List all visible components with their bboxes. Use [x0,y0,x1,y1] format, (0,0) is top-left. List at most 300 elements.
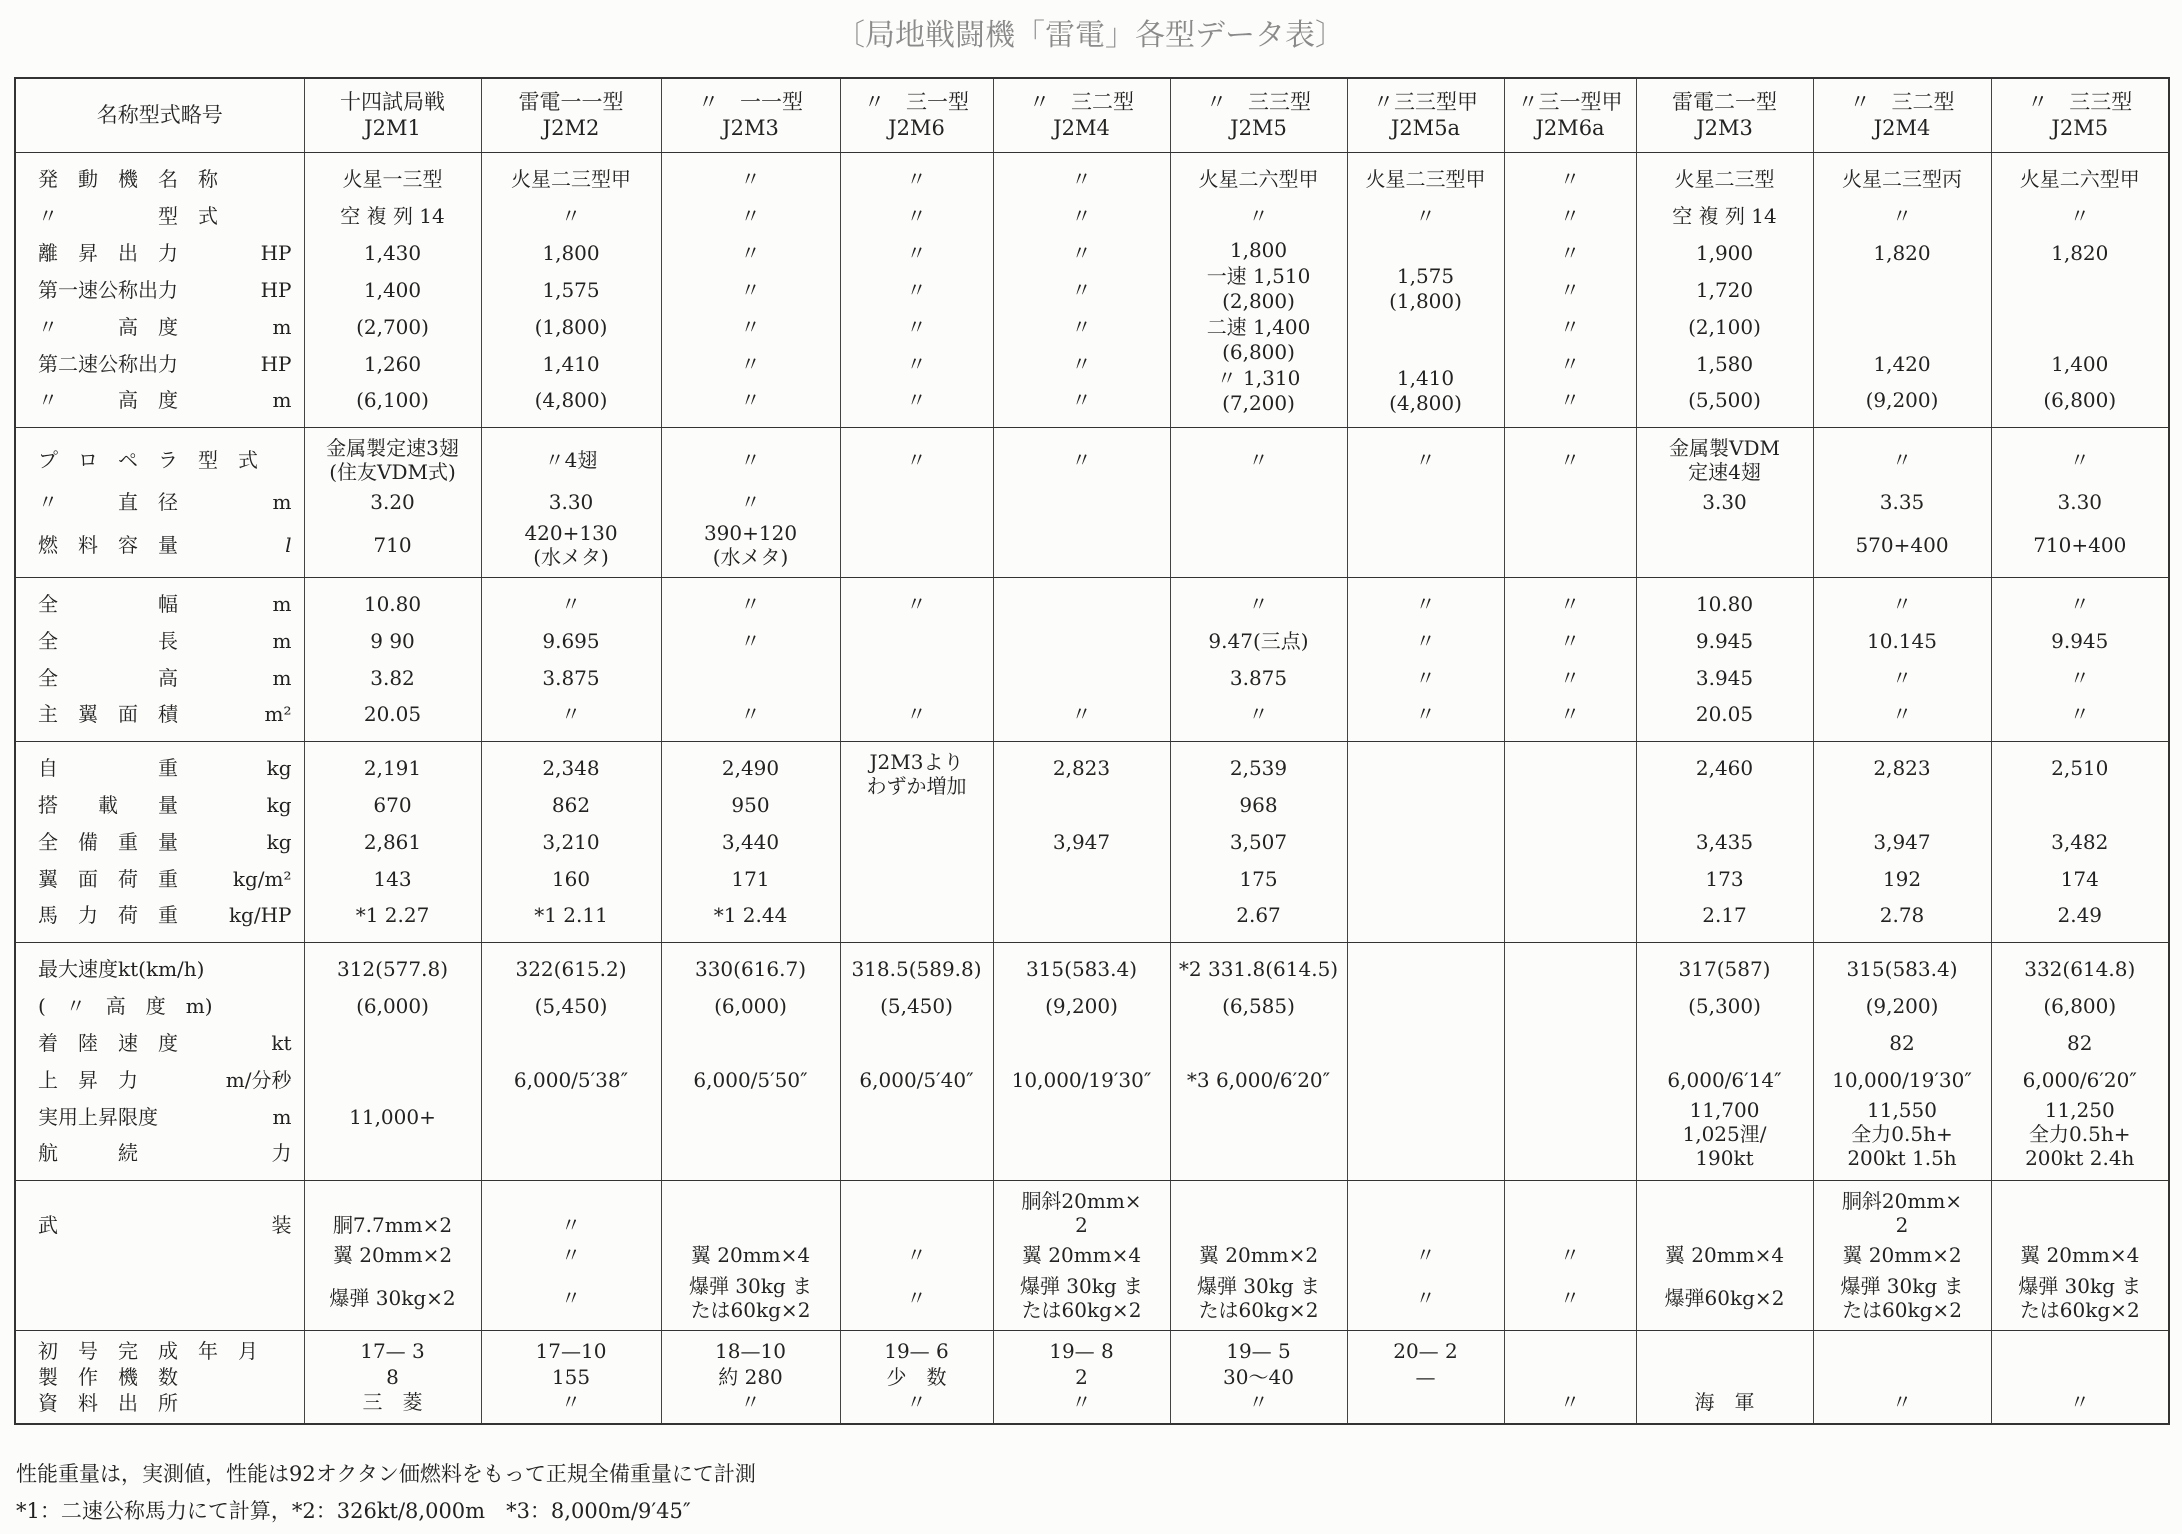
cell-line: (6,800) [1222,340,1295,364]
data-cell [1504,345,1636,382]
cell-value: (6,800) [2043,388,2117,413]
cell-value: 〃 [1560,1243,1580,1267]
column-name: 十四試局戦 [340,90,445,115]
spec-label [38,867,292,891]
data-cell [1504,521,1636,578]
data-cell [304,1024,481,1061]
data-cell [1170,622,1347,659]
data-cell [1347,897,1504,942]
data-cell [661,1330,840,1364]
data-cell [481,1098,661,1135]
cell-value: 2,191 [363,755,422,780]
data-cell [840,1330,993,1364]
data-cell [661,823,840,860]
data-cell [840,234,993,271]
data-cell [840,1237,993,1274]
data-cell [661,382,840,427]
data-cell [1170,427,1347,484]
data-cell [481,1024,661,1061]
data-cell [1991,696,2169,741]
data-cell [993,271,1170,308]
data-cell [481,659,661,696]
spec-label-cell [15,345,304,382]
spec-row [15,1237,2169,1274]
spec-label-cell [15,197,304,234]
spec-label-cell [15,521,304,578]
data-cell [481,308,661,345]
spec-row [15,197,2169,234]
cell-value: 18—10 [715,1338,786,1363]
column-name: 〃 三一型 [864,90,969,115]
data-cell [1636,696,1813,741]
data-cell [661,308,840,345]
cell-line: たは60kg×2 [2019,1297,2140,1322]
column-header [1170,78,1347,152]
spec-row [15,942,2169,987]
spec-label-text: 燃 料 容 量 [38,532,178,557]
cell-value: 3.875 [542,665,600,690]
cell-value: 〃 [2069,702,2090,727]
cell-value: 1,430 [363,240,422,265]
cell-value: 6,000/6′20″ [2022,1067,2137,1092]
cell-value: 10.145 [1867,628,1937,653]
cell-value: 少 数 [886,1364,947,1389]
data-cell [304,860,481,897]
cell-line [1352,315,1500,341]
spec-unit: kg/m² [232,866,292,891]
cell-value: 〃 [1560,1285,1580,1310]
data-cell [840,897,993,942]
data-cell [1991,234,2169,271]
cell-value: 317(587) [1678,956,1771,981]
spec-label-text: 第二速公称出力 [38,351,178,376]
data-cell [481,1330,661,1364]
data-cell [1991,152,2169,197]
cell-value: (5,450) [534,993,608,1018]
cell-line: 11,700 [1689,1098,1760,1122]
data-cell [1636,987,1813,1024]
data-cell [1813,987,1991,1024]
cell-line: 金属製定速3翅 [326,435,459,460]
spec-label [38,204,292,228]
spec-label-cell [15,1330,304,1364]
data-cell [1991,1330,2169,1364]
data-cell [840,1061,993,1098]
data-cell [304,622,481,659]
cell-value: 3,482 [2051,829,2109,854]
spec-label [38,315,292,339]
spec-label-text: 〃 高 度 [38,388,178,413]
data-cell [1636,622,1813,659]
spec-label [38,994,292,1018]
data-cell [1347,786,1504,823]
spec-label-cell [15,1098,304,1135]
cell-value: 2,539 [1229,755,1288,780]
data-cell [993,860,1170,897]
data-cell [661,521,840,578]
spec-label-cell [15,1024,304,1061]
cell-value: 〃 [1415,1243,1436,1267]
cell-line: 1,025浬/ [1682,1122,1767,1146]
spec-label [38,793,292,817]
cell-value: 爆弾 30kg×2 [329,1285,456,1310]
data-cell [304,1274,481,1331]
spec-label-cell [15,484,304,521]
spec-unit: m [272,591,292,616]
cell-value: 〃 [1415,628,1436,653]
cell-line: 一速 1,510 [1206,263,1311,288]
spec-label-cell [15,1135,304,1180]
spec-label-text: 離 昇 出 力 [38,240,178,265]
data-cell [1347,1135,1504,1180]
data-cell [1991,823,2169,860]
cell-value: (6,100) [356,388,429,413]
spec-row [15,1061,2169,1098]
data-cell [993,308,1170,345]
page-title: 〔局地戦闘機「雷電」各型データ表〕 [835,18,1345,53]
data-cell [1991,427,2169,484]
data-cell [993,823,1170,860]
cell-value: 1,800 [542,240,600,265]
data-cell [304,1364,481,1390]
cell-value: 〃 [1071,351,1092,376]
data-cell [840,345,993,382]
cell-value: 1,420 [1873,351,1931,376]
cell-value: 〃 [740,166,761,191]
cell-value: 〃 [1560,1390,1580,1414]
data-cell [1636,484,1813,521]
data-cell [304,942,481,987]
spec-label [38,1031,292,1055]
cell-line: 11,550 [1867,1098,1937,1122]
spec-label-text: 〃 高 度 [38,314,178,339]
data-cell [1170,521,1347,578]
cell-value: *1 2.44 [713,903,788,928]
data-cell [1347,1390,1504,1424]
spec-unit: kg [266,792,292,817]
cell-value: 〃 [2069,203,2090,228]
data-cell [304,234,481,271]
spec-row [15,1180,2169,1237]
data-cell [1170,1330,1347,1364]
data-cell [481,786,661,823]
cell-value: 3.82 [370,665,415,690]
data-cell [1504,484,1636,521]
column-header [1636,78,1813,152]
cell-value: 〃 [906,702,927,727]
cell-value: 2,823 [1873,755,1931,780]
footnote: 性能重量は，実測値，性能は92オクタン価燃料をもって正規全備重量にて計測 [16,1462,756,1486]
spec-label-cell [15,427,304,484]
data-cell [304,382,481,427]
cell-value: 1,400 [2051,351,2109,376]
cell-value: 9 90 [370,628,415,653]
column-name: 雷電二一型 [1672,90,1777,115]
cell-line: 2 [1075,1212,1088,1237]
data-cell [1813,1180,1991,1237]
data-cell [1991,345,2169,382]
column-name: 〃 三二型 [1029,90,1134,115]
spec-label [38,490,292,514]
cell-value: 〃4翅 [544,447,598,472]
cell-value: (9,200) [1045,993,1118,1018]
data-cell [304,659,481,696]
data-cell [1347,152,1504,197]
data-cell [304,987,481,1024]
data-cell [481,987,661,1024]
cell-line: たは60kg×2 [1842,1297,1962,1322]
data-cell [481,427,661,484]
cell-value: 〃 [1560,351,1580,376]
spec-label-text: 第一速公称出力 [38,277,178,302]
cell-value: 6,000/5′40″ [859,1067,974,1092]
data-cell [1991,622,2169,659]
cell-line: 定速4翅 [1688,459,1761,484]
data-cell [661,860,840,897]
spec-label-text: 製 作 機 数 [38,1365,178,1389]
spec-row [15,484,2169,521]
cell-value: 〃 [1892,665,1912,690]
cell-line [1352,238,1500,264]
spec-row [15,741,2169,786]
data-cell [993,696,1170,741]
data-cell [1813,696,1991,741]
spec-label-text: 最大速度kt(km/h) [38,956,205,981]
spec-label [38,756,292,780]
spec-row [15,152,2169,197]
cell-value: 翼 20mm×4 [2020,1243,2140,1267]
spec-row [15,696,2169,741]
cell-line: 1,575 [1396,263,1455,288]
data-cell [993,659,1170,696]
spec-label-text: 発 動 機 名 称 [38,166,218,191]
cell-value: 9.945 [2051,628,2109,653]
cell-value: 〃 [1071,388,1092,413]
cell-value: 2.17 [1702,903,1747,928]
cell-value: 〃 [2069,447,2090,472]
data-cell [1170,1098,1347,1135]
data-cell [1813,942,1991,987]
data-cell [993,1061,1170,1098]
data-cell [481,860,661,897]
data-cell [993,427,1170,484]
data-cell [304,577,481,622]
cell-value: 2 [1075,1364,1088,1389]
data-cell [993,1274,1170,1331]
cell-value: 〃 [1892,1390,1912,1414]
cell-line: 1,800 [1229,238,1288,262]
data-cell [1636,345,1813,382]
data-cell [993,1098,1170,1135]
spec-label-cell [15,897,304,942]
data-cell [1170,234,1347,427]
spec-label-text: 搭 載 量 [38,792,178,817]
cell-value: 1,820 [2051,240,2109,265]
data-cell [840,427,993,484]
data-cell [1991,484,2169,521]
spec-row [15,271,2169,308]
data-cell [1813,271,1991,308]
data-cell [840,741,993,823]
cell-line: 200kt 1.5h [1847,1146,1957,1170]
data-cell [840,987,993,1024]
data-cell [304,271,481,308]
cell-line: J2M3より [869,749,964,774]
spec-unit: m [272,314,292,339]
spec-label-cell [15,823,304,860]
cell-line: 11,250 [2044,1098,2115,1122]
cell-value: 9.47(三点) [1208,628,1309,653]
spec-row [15,427,2169,484]
data-cell [1347,1364,1504,1390]
column-code: J2M4 [1053,116,1110,141]
cell-value: 2,348 [542,755,600,780]
cell-value: (2,100) [1688,314,1761,339]
data-cell [304,484,481,521]
spec-label-text: 自 重 [38,755,178,780]
data-cell [481,1274,661,1331]
data-cell [1170,152,1347,197]
spec-label-cell [15,577,304,622]
cell-value: 171 [731,866,770,891]
spec-label [38,1105,292,1129]
cell-line: 爆弾 30kg ま [2018,1273,2142,1298]
data-cell [840,1024,993,1061]
data-cell [1813,382,1991,427]
cell-line: (水メタ) [533,544,609,569]
column-header [1991,78,2169,152]
cell-value: 〃 [906,240,927,265]
column-name: 〃 三二型 [1849,90,1955,115]
cell-value: 〃 [906,277,927,302]
cell-value: 〃 [1415,1285,1436,1310]
data-cell [481,942,661,987]
spec-label-text: ( 〃 高 度 m) [38,993,213,1018]
cell-value: 1,720 [1695,277,1754,302]
data-cell [1991,942,2169,987]
cell-value: 3.30 [1702,490,1747,514]
cell-line: 420+130 [524,520,618,545]
data-cell [1170,659,1347,696]
column-code: J2M6a [1535,116,1605,141]
spec-label-cell [15,152,304,197]
data-cell [993,1330,1170,1364]
cell-value: 〃 [1415,447,1436,472]
cell-value: 8 [386,1364,399,1389]
cell-value: 〃 [1071,240,1092,265]
data-cell [481,345,661,382]
spec-label-text: 航 続 [38,1141,138,1166]
cell-line: わずか増加 [866,773,967,798]
data-cell [993,382,1170,427]
spec-label [38,1141,292,1165]
data-cell [1504,1274,1636,1331]
data-cell [1636,427,1813,484]
cell-value: 〃 [561,702,581,727]
data-cell [481,1135,661,1180]
data-cell [1991,786,2169,823]
cell-value: 17— 3 [360,1338,425,1363]
header-row [15,78,2169,152]
spec-row [15,577,2169,622]
data-cell [1991,1098,2169,1180]
cell-value: 20.05 [1695,702,1754,727]
cell-value: 3,947 [1052,829,1111,854]
data-cell [1991,1364,2169,1390]
data-cell [1504,860,1636,897]
data-cell [661,427,840,484]
spec-label-text: 実用上昇限度 [38,1104,158,1129]
spec-row [15,1024,2169,1061]
data-cell [1170,696,1347,741]
spec-label-cell [15,696,304,741]
data-cell [481,484,661,521]
data-cell [993,234,1170,271]
data-cell [1813,152,1991,197]
cell-value: 19— 8 [1049,1338,1114,1363]
data-cell [1504,152,1636,197]
data-cell [1347,1098,1504,1135]
data-cell [304,1098,481,1135]
cell-value: 6,000/5′50″ [693,1067,808,1092]
cell-value: 火星二六型甲 [2019,166,2140,191]
cell-value: (9,200) [1865,993,1939,1018]
cell-value: 155 [551,1364,591,1389]
data-cell [304,696,481,741]
spec-row [15,1390,2169,1424]
cell-line: 胴斜20mm× [1021,1188,1142,1213]
cell-line: 胴斜20mm× [1841,1188,1963,1213]
cell-value: 143 [373,866,412,891]
cell-value: 19— 6 [884,1338,949,1363]
spec-row [15,521,2169,578]
data-cell [1347,659,1504,696]
footnote: *1：二速公称馬力にて計算，*2：326kt/8,000m *3：8,000m/9′45″ [16,1499,691,1523]
cell-value: 〃 [740,277,761,302]
data-cell [1636,271,1813,308]
column-code: J2M5 [2051,116,2109,141]
cell-value: (9,200) [1865,388,1939,413]
spec-label-cell [15,860,304,897]
cell-value: 火星二三型甲 [511,166,631,191]
data-cell [993,1364,1170,1390]
cell-value: 〃 [561,1212,581,1237]
data-cell [304,521,481,578]
data-cell [481,1180,661,1237]
cell-value: 〃 [906,447,927,472]
cell-value: 3.945 [1695,665,1754,690]
data-cell [1813,234,1991,271]
data-cell [481,197,661,234]
data-cell [1813,345,1991,382]
cell-value: 〃 [1560,447,1580,472]
cell-value: 〃 [906,203,927,228]
data-cell [661,271,840,308]
data-cell [1636,1390,1813,1424]
cell-line: 1,410 [1396,365,1455,390]
data-cell [481,1390,661,1424]
cell-value: (1,800) [534,314,608,339]
data-cell [1504,942,1636,987]
data-cell [1170,1135,1347,1180]
spec-row [15,659,2169,696]
cell-value: 1,580 [1695,351,1754,376]
spec-label-cell [15,1180,304,1237]
cell-line: (7,200) [1222,391,1295,415]
cell-value: 〃 [906,1285,927,1310]
cell-value: 〃 [1415,591,1436,616]
spec-label [38,666,292,690]
